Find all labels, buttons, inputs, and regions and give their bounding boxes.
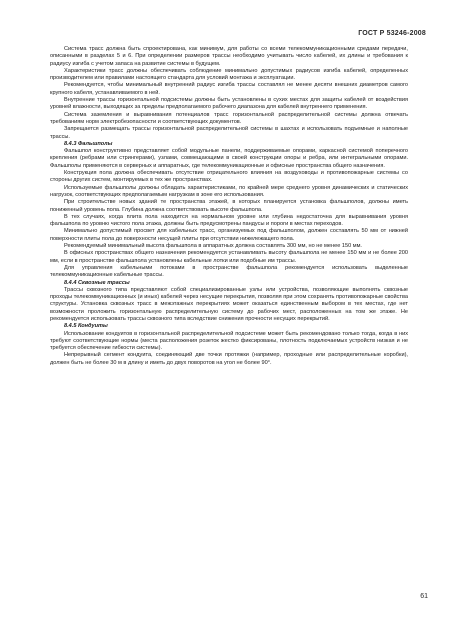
- paragraph: Для управления кабельными потоками в пространстве фальшпола рекомендуется использовать выделенные телекоммуникационные кабельные трассы.: [50, 264, 408, 279]
- paragraph: Конструкция пола должна обеспечивать отсутствие отрицательного влияния на воздуховоды и противопожарные системы со стороны других систем, монтируемых в тех же пространствах.: [50, 170, 408, 184]
- paragraph: Непрерывный сегмент кондуита, соединяющий две точки протяжки (например, проходные или распределительные коробки), должен быть не более 30 м в длину и иметь до двух поворотов на угол не более 90°.: [50, 352, 408, 366]
- paragraph: При строительстве новых зданий те пространства этажей, в которых планируется установка фальшполов, должны иметь пониженный уровень пола. Глубина должна соответствовать высоте фальшпола.: [50, 199, 408, 213]
- paragraph: Рекомендуемый минимальный высота фальшпола в аппаратных должна составлять 300 мм, но не менее 150 мм.: [64, 243, 362, 250]
- paragraph: В тех случаях, когда плита пола находится на нормальном уровне или глубина недостаточна для выравнивания уровня фальшпола по уровню чистого пола этажа, должны быть предусмотрены пандусы и пороги в местах переходов.: [50, 213, 408, 228]
- paragraph: Система трасс должна быть спроектирована, как минимум, для работы со всеми телекоммуникационными средами передачи, описанными в разделах 5 и 6. При определении размеров трассы необходимо учитывать число кабелей, их длины и требования к радиусу изгиба с учетом запаса на развитие системы в будущем.: [50, 46, 408, 67]
- paragraph: Фальшпол конструктивно представляет собой модульные панели, поддерживаемые опорами, каркасной системой поперечного крепления (ребрами или стрингерами), узлами, совмещающими в своей конструкции опоры и ребра, или интегральными опорами. Фальшполы применяются в серверных и аппаратных, где телекоммуникационные и офисные пространства общего назначения.: [50, 148, 408, 169]
- paragraph: В офисных пространствах общего назначения рекомендуется устанавливать высоту фальшпола не менее 150 мм и не более 200 мм, если в пространстве фальшпола установлены кабельные лотки или подобные им трассы.: [50, 250, 408, 264]
- section-heading: 8.4.3 Фальшполы: [64, 140, 113, 147]
- page-header-standard: ГОСТ Р 53246-2008: [358, 30, 426, 37]
- section-heading: 8.4.4 Сквозные трассы: [64, 279, 130, 286]
- paragraph: Использование кондуитов в горизонтальной распределительной подсистеме может быть рекомендовано только тогда, когда в них требуют соответствующие нормы (места расположения розеток жестко фиксированы, плотность подключаемых устройств низкая и не требуется обеспечение гибкости системы).: [50, 330, 408, 352]
- page-number: 61: [420, 593, 428, 600]
- paragraph: Используемые фальшполы должны обладать характеристиками, по крайней мере среднего уровня динамических и статических нагрузок, соответствующих предполагаемым нагрузкам в зоне его использования.: [50, 184, 408, 198]
- paragraph: Характеристики трасс должны обеспечивать соблюдение минимально допустимых радиусов изгиба кабелей, определенных производителем или правилами настоящего стандарта для условий монтажа и эксплуатации.: [50, 67, 408, 82]
- paragraph: Система заземления и выравнивания потенциалов трасс горизонтальной распределительной системы должна отвечать требованиям норм электробезопасности и соответствующих документов.: [50, 111, 408, 125]
- paragraph: Рекомендуется, чтобы минимальный внутренний радиус изгиба трассы составлял не менее десяти внешних диаметров самого крупного кабеля, устанавливаемого в ней.: [50, 82, 408, 96]
- section-heading: 8.4.5 Кондуиты: [64, 323, 108, 330]
- paragraph: Трассы сквозного типа представляют собой специализированные узлы или устройства, позволяющие выполнять сквозные проходы телекоммуникационных (и иных) кабелей через несущие перекрытия, позволяя при этом сохранять противопожарные свойства структуры. Установка сквозных трасс в межэтажных перекрытиях может оказаться единственным выбором в тех местах, где нет возможности проложить горизонтальную распределительную систему до рабочих мест, расположенных на том же этаже. Не рекомендуется использовать трассы сквозного типа вследствие снижения прочности несущих перекрытий.: [50, 286, 408, 322]
- paragraph: Минимально допустимый просвет для кабельных трасс, организуемых под фальшполом, должен составлять 50 мм от нижней поверхности плиты пола до поверхности несущей плиты при отсутствии нижележащего пола.: [50, 228, 408, 242]
- document-body: [50, 46, 408, 367]
- paragraph: Внутренние трассы горизонтальной подсистемы должны быть установлены в сухих местах для защиты кабелей от воздействия уровней влажности, выходящих за пределы предполагаемого рабочего диапазона для кабелей внутреннего применения.: [50, 97, 408, 111]
- paragraph: Запрещается размещать трассы горизонтальной распределительной системы в шахтах и использовать подъемные и наполные трассы.: [50, 126, 408, 140]
